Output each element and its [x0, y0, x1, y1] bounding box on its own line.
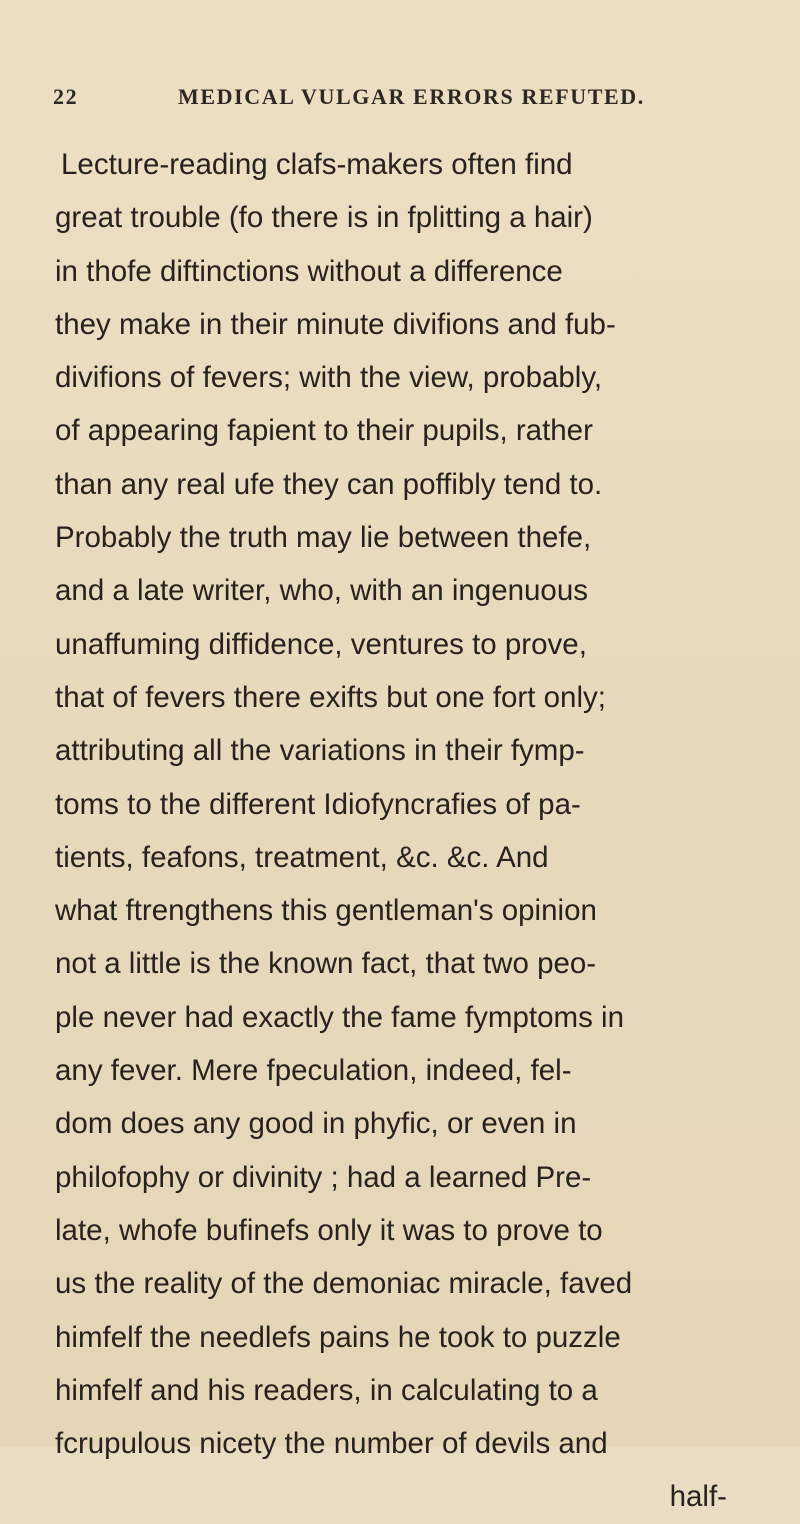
text-line: tients, feafons, treatment, &c. &c. And: [55, 840, 549, 874]
text-line: himfelf the needlefs pains he took to puzzle: [55, 1320, 621, 1354]
text-line: unaffuming diffidence, ventures to prove,: [55, 627, 587, 661]
running-title: MEDICAL VULGAR ERRORS REFUTED.: [178, 84, 645, 109]
text-line: any fever. Mere fpeculation, indeed, fel-: [55, 1054, 572, 1088]
text-line: philofophy or divinity ; had a learned Pre-: [55, 1160, 592, 1194]
text-line: great trouble (fo there is in fplitting a hair): [55, 201, 593, 235]
catchword: half-: [669, 1480, 727, 1514]
text-line: late, whofe bufinefs only it was to prove to: [55, 1213, 603, 1247]
running-head: [53, 84, 753, 114]
text-line: Probably the truth may lie between thefe,: [55, 521, 592, 555]
text-line: in thofe diftinctions without a difference: [55, 254, 563, 288]
page-number: 22: [53, 84, 79, 109]
text-line: not a little is the known fact, that two peo-: [55, 947, 597, 981]
text-line: himfelf and his readers, in calculating to a: [55, 1373, 598, 1407]
text-line: and a late writer, who, with an ingenuous: [55, 574, 588, 608]
text-line: ple never had exactly the fame fymptoms in: [55, 1000, 624, 1034]
text-line: attributing all the variations in their fymp-: [55, 734, 585, 768]
text-line: toms to the different Idiofyncrafies of pa-: [55, 787, 581, 821]
text-line: of appearing fapient to their pupils, rather: [55, 414, 593, 448]
text-line: fcrupulous nicety the number of devils and: [55, 1427, 608, 1461]
text-line: what ftrengthens this gentleman's opinion: [55, 894, 597, 928]
text-line: dom does any good in phyfic, or even in: [55, 1107, 577, 1141]
text-line: us the reality of the demoniac miracle, faved: [55, 1267, 633, 1301]
text-line: Lecture-reading clafs-makers often find: [61, 148, 573, 181]
text-line: that of fevers there exifts but one fort only;: [55, 680, 606, 714]
text-line: divifions of fevers; with the view, probably,: [55, 361, 603, 395]
text-line: they make in their minute divifions and fub-: [55, 307, 616, 341]
text-line: than any real ufe they can poffibly tend to.: [55, 467, 603, 501]
body-text: [55, 138, 735, 1524]
